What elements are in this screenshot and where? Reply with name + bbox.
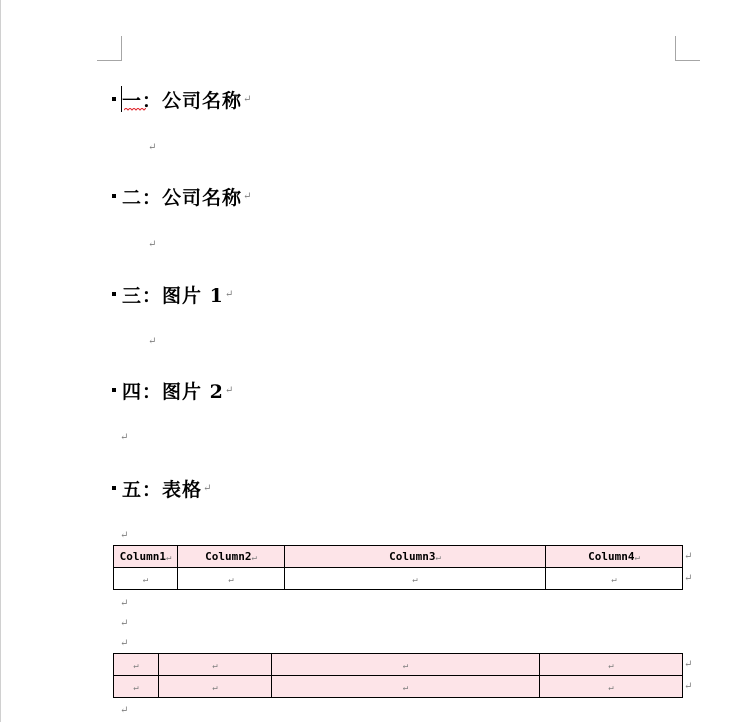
paragraph-mark-icon: ↵ [120, 432, 129, 443]
paragraph-mark-icon: ↵ [224, 384, 235, 396]
row-end-mark-icon: ↵ [684, 681, 693, 692]
heading-5[interactable] [112, 475, 212, 501]
data-table-1[interactable] [113, 545, 683, 590]
table-cell[interactable] [272, 676, 540, 698]
table-cell[interactable] [272, 654, 540, 676]
paragraph-mark-icon: ↵ [120, 598, 129, 609]
heading-text: 表格 [162, 478, 203, 501]
table-header-row [114, 546, 683, 568]
cell-mark-icon: ↵ [402, 683, 409, 693]
heading-text: 图片 2 [162, 380, 224, 403]
bullet-icon [112, 292, 116, 296]
table-cell[interactable] [159, 654, 272, 676]
heading-4[interactable] [112, 377, 234, 403]
table-cell[interactable] [540, 654, 683, 676]
paragraph-mark-icon: ↵ [224, 288, 235, 300]
table-header-cell[interactable] [178, 546, 285, 568]
table-cell[interactable] [114, 568, 178, 590]
table-cell[interactable] [540, 676, 683, 698]
table-cell[interactable] [114, 654, 159, 676]
margin-crop-mark-left [97, 36, 122, 61]
heading-text: 图片 1 [162, 284, 224, 307]
column-header: Column2 [205, 550, 252, 563]
heading-prefix: 四 [122, 380, 143, 403]
cell-mark-icon: ↵ [212, 683, 218, 693]
bullet-icon [112, 194, 116, 198]
bullet-icon [112, 97, 116, 101]
table-cell[interactable] [159, 676, 272, 698]
paragraph-mark-icon: ↵ [120, 530, 129, 541]
table-row [114, 654, 683, 676]
cell-mark-icon: ↵ [402, 661, 409, 671]
cell-mark-icon: ↵ [634, 553, 640, 563]
row-end-mark-icon: ↵ [684, 551, 693, 562]
paragraph-mark-icon: ↵ [148, 142, 157, 153]
table-cell[interactable] [546, 568, 683, 590]
column-header: Column1 [119, 550, 166, 563]
bullet-icon [112, 388, 116, 392]
page-left-edge [0, 0, 1, 722]
cell-mark-icon: ↵ [165, 553, 172, 563]
table-header-cell[interactable] [285, 546, 546, 568]
cell-mark-icon: ↵ [611, 575, 617, 585]
heading-3[interactable] [112, 281, 234, 307]
heading-prefix: 一 [122, 89, 143, 112]
paragraph-mark-icon: ↵ [120, 638, 129, 649]
heading-text: 公司名称 [162, 186, 243, 209]
heading-separator: ： [142, 89, 163, 112]
row-end-mark-icon: ↵ [684, 573, 693, 584]
cell-mark-icon: ↵ [608, 661, 614, 671]
heading-separator: ： [142, 380, 163, 403]
column-header: Column3 [389, 550, 436, 563]
table-header-cell[interactable] [114, 546, 178, 568]
paragraph-mark-icon: ↵ [243, 190, 253, 202]
table-cell[interactable] [114, 676, 159, 698]
heading-prefix: 三 [122, 284, 143, 307]
cell-mark-icon: ↵ [142, 575, 149, 585]
paragraph-mark-icon: ↵ [148, 239, 157, 250]
paragraph-mark-icon: ↵ [120, 705, 129, 716]
margin-crop-mark-right [675, 36, 700, 61]
table-row [114, 568, 683, 590]
cell-mark-icon: ↵ [133, 683, 139, 693]
bullet-icon [112, 486, 116, 490]
heading-2[interactable] [112, 183, 252, 209]
cell-mark-icon: ↵ [251, 553, 257, 563]
heading-separator: ： [142, 284, 163, 307]
table-header-cell[interactable] [546, 546, 683, 568]
heading-separator: ： [142, 478, 163, 501]
table-cell[interactable] [178, 568, 285, 590]
paragraph-mark-icon: ↵ [243, 93, 253, 105]
table-cell[interactable] [285, 568, 546, 590]
paragraph-mark-icon: ↵ [148, 336, 157, 347]
data-table-2[interactable] [113, 653, 683, 698]
row-end-mark-icon: ↵ [684, 659, 693, 670]
spellcheck-underline-icon [124, 108, 146, 111]
cell-mark-icon: ↵ [212, 661, 218, 671]
column-header: Column4 [588, 550, 635, 563]
heading-prefix: 二 [122, 186, 143, 209]
cell-mark-icon: ↵ [435, 553, 441, 563]
heading-prefix: 五 [122, 478, 143, 501]
paragraph-mark-icon: ↵ [203, 482, 213, 494]
text-cursor [121, 86, 122, 112]
heading-separator: ： [142, 186, 163, 209]
paragraph-mark-icon: ↵ [120, 618, 129, 629]
cell-mark-icon: ↵ [133, 661, 139, 671]
cell-mark-icon: ↵ [608, 683, 614, 693]
table-row [114, 676, 683, 698]
cell-mark-icon: ↵ [228, 575, 234, 585]
cell-mark-icon: ↵ [412, 575, 418, 585]
heading-text: 公司名称 [162, 89, 243, 112]
